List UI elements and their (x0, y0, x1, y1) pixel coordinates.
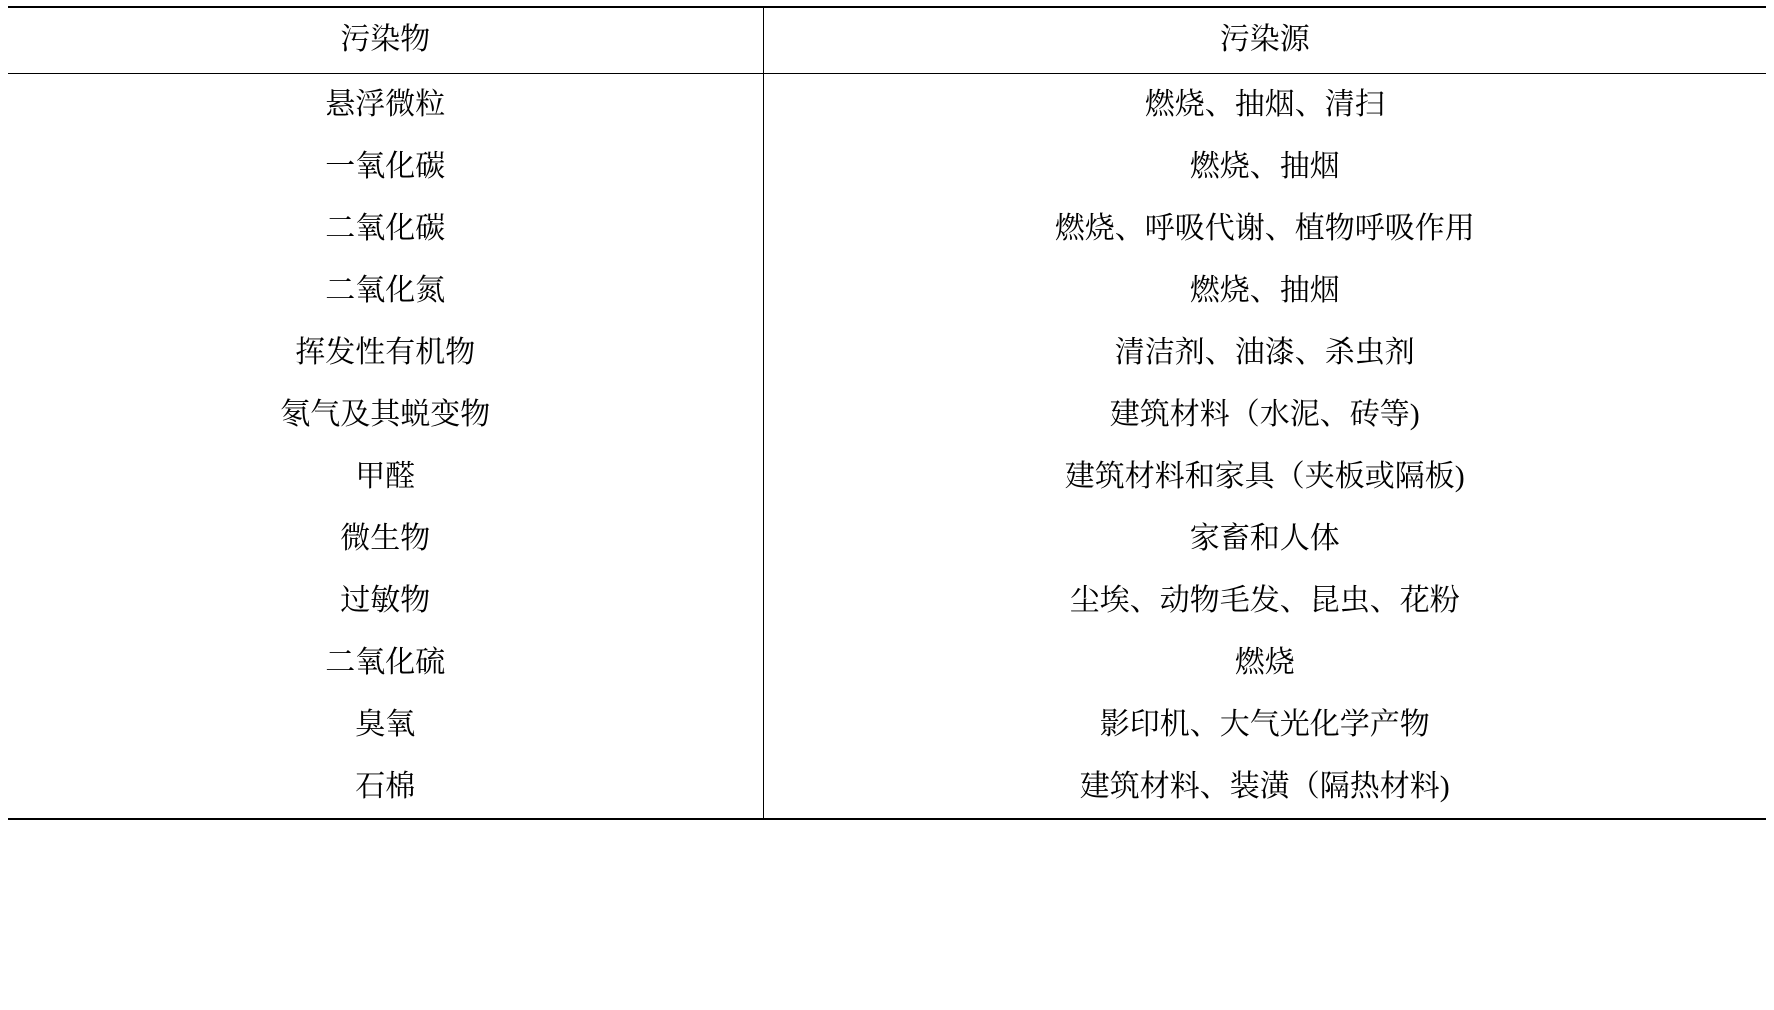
cell-pollutant: 过敏物 (8, 570, 763, 632)
table-row (8, 632, 1766, 694)
table-body (8, 74, 1766, 820)
cell-pollutant: 臭氧 (8, 694, 763, 756)
cell-source: 燃烧、抽烟 (1189, 274, 1340, 307)
table-row (8, 198, 1766, 260)
cell-source: 建筑材料和家具（夹板或隔板) (1064, 460, 1465, 493)
cell-pollutant: 石棉 (8, 756, 763, 819)
table-row (8, 570, 1766, 632)
table-header-row (8, 7, 1766, 74)
table-row (8, 384, 1766, 446)
cell-source: 燃烧 (1234, 646, 1295, 679)
cell-source: 建筑材料（水泥、砖等) (1109, 398, 1420, 431)
table-head (8, 7, 1766, 74)
table-row (8, 322, 1766, 384)
cell-source: 家畜和人体 (1189, 522, 1340, 555)
pollutant-source-table (8, 6, 1766, 820)
cell-source: 影印机、大气光化学产物 (1099, 708, 1430, 741)
cell-source: 尘埃、动物毛发、昆虫、花粉 (1069, 584, 1460, 617)
table-row (8, 446, 1766, 508)
table-row (8, 260, 1766, 322)
table-row (8, 694, 1766, 756)
cell-pollutant: 挥发性有机物 (8, 322, 763, 384)
table-row (8, 508, 1766, 570)
cell-pollutant: 悬浮微粒 (8, 74, 763, 137)
cell-pollutant: 微生物 (8, 508, 763, 570)
cell-pollutant: 二氧化硫 (8, 632, 763, 694)
cell-source: 建筑材料、装潢（隔热材料) (763, 756, 1766, 819)
table-row (8, 74, 1766, 137)
column-header-pollutant: 污染物 (8, 7, 763, 74)
cell-pollutant: 氡气及其蜕变物 (8, 384, 763, 446)
cell-pollutant: 二氧化氮 (8, 260, 763, 322)
cell-source: 清洁剂、油漆、杀虫剂 (1114, 336, 1415, 369)
cell-source: 燃烧、抽烟 (1189, 150, 1340, 183)
cell-pollutant: 一氧化碳 (8, 136, 763, 198)
table-row (8, 136, 1766, 198)
cell-pollutant: 二氧化碳 (8, 198, 763, 260)
cell-source: 燃烧、呼吸代谢、植物呼吸作用 (1054, 212, 1475, 245)
cell-pollutant: 甲醛 (8, 446, 763, 508)
cell-source: 燃烧、抽烟、清扫 (1144, 88, 1385, 121)
document-page (0, 6, 1774, 1010)
table-row (8, 756, 1766, 819)
column-header-source: 污染源 (763, 7, 1766, 74)
